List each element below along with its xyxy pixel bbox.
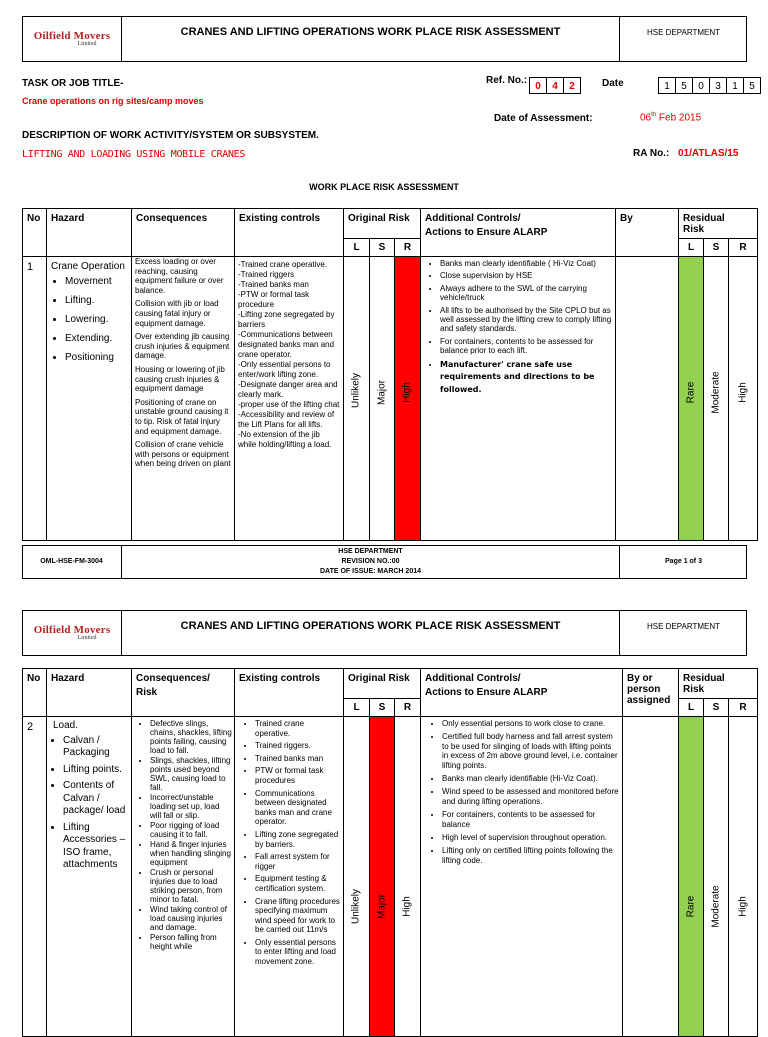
footer-form-code: OML-HSE-FM-3004 (40, 558, 103, 565)
page2-header-divider-right (619, 610, 620, 656)
list-item: • Banks man clearly identifiable (Hi-Viz Coat). (442, 774, 619, 783)
task-label: TASK OR JOB TITLE- (22, 78, 124, 89)
page2-header-divider-left (121, 610, 122, 656)
ref-number-boxes (529, 76, 580, 94)
col-residual-header (679, 209, 758, 239)
assessment-suffix: th (651, 112, 657, 118)
footer-page-number: Page 1 of 3 (665, 558, 702, 565)
orig-likelihood-text: Unlikely (350, 889, 362, 925)
logo-text: Oilfield Movers (33, 623, 111, 636)
consequence-item: Over extending jib causing crush injuries & equipment damage. (135, 332, 230, 361)
additional-controls-cell (421, 717, 623, 1037)
control-item: -Trained crane operative. (238, 260, 328, 269)
col-consequences-line1: Consequences/ (136, 673, 210, 684)
list-item: • Crane lifting procedures specifying maximum wind speed for work to be carried out 11m/s (255, 897, 341, 935)
consequence-list (134, 719, 232, 951)
col-consequences-line2: Risk (136, 687, 158, 698)
res-risk-cell (729, 717, 758, 1037)
list-item: • Poor rigging of load causing it to fall. (150, 821, 232, 839)
list-item: • Wind taking control of load causing injuries and damage. (150, 905, 232, 932)
col-no-header: No (23, 669, 47, 717)
control-item: -PTW or formal task procedure (238, 290, 310, 309)
orig-r-header: R (395, 699, 421, 717)
res-severity-text: Moderate (710, 371, 722, 414)
res-severity-cell (704, 257, 729, 541)
res-likelihood-cell (679, 257, 704, 541)
consequence-item: Excess loading or over reaching, causing equipment failure or over balance. (135, 257, 224, 295)
control-item: -Trained riggers (238, 270, 295, 279)
orig-r-header: R (395, 239, 421, 257)
task-value: Crane operations on rig sites/camp moves (22, 96, 204, 106)
footer-revision: REVISION NO.:00 (341, 558, 400, 565)
res-risk-cell (729, 257, 758, 541)
description-value: LIFTING AND LOADING USING MOBILE CRANES (22, 149, 246, 160)
list-item: • Defective slings, chains, shackles, lifting points failing, causing load to fall. (150, 719, 232, 755)
res-l-header: L (679, 699, 704, 717)
consequence-item: Collision of crane vehicle with persons or equipment when being driven on plant (135, 440, 231, 469)
orig-severity-cell (370, 717, 395, 1037)
list-item: • Fall arrest system for rigger (255, 852, 341, 871)
list-item: • Equipment testing & certification system. (255, 874, 341, 893)
orig-risk-text: High (401, 896, 413, 917)
list-item: • Trained banks man (255, 754, 341, 764)
list-item: • Close supervision by HSE (440, 271, 612, 280)
consequences-cell (132, 257, 235, 541)
col-by-header: By (616, 209, 679, 257)
table-row (23, 717, 758, 1037)
res-likelihood-text: Rare (685, 381, 697, 404)
col-consequences-header: Consequences (132, 209, 235, 257)
orig-severity-cell (370, 257, 395, 541)
list-item: • High level of supervision throughout operation. (442, 833, 619, 842)
date-boxes (658, 76, 760, 94)
col-residual-line2: Risk (683, 684, 705, 695)
res-risk-text: High (737, 382, 749, 403)
ref-digit: 0 (529, 77, 547, 94)
list-item: • Lifting only on certified lifting points following the lifting code. (442, 846, 619, 865)
col-original-risk-header: Original Risk (344, 669, 421, 699)
control-item: -Trained banks man (238, 280, 309, 289)
ref-digit: 2 (563, 77, 581, 94)
ref-label: Ref. No.: (486, 75, 528, 86)
by-cell (623, 717, 679, 1037)
orig-risk-cell (395, 257, 421, 541)
orig-likelihood-cell (344, 257, 370, 541)
controls-list (237, 719, 341, 967)
date-digit: 1 (726, 77, 744, 94)
list-item: • Lifting Accessories – ISO frame, attachments (63, 822, 128, 872)
date-digit: 3 (709, 77, 727, 94)
res-likelihood-text: Rare (685, 895, 697, 918)
col-additional-header (421, 209, 616, 257)
ra-label: RA No.: (633, 148, 670, 159)
list-item: • PTW or formal task procedures (255, 766, 341, 785)
consequence-item: Housing or lowering of jib causing crush injuries & equipment damage (135, 364, 225, 394)
col-additional-header (421, 669, 623, 717)
list-item: • Extending. (65, 331, 128, 347)
col-no-header: No (23, 209, 47, 257)
orig-l-header: L (344, 239, 370, 257)
res-l-header: L (679, 239, 704, 257)
list-item: • Person falling from height while (150, 933, 232, 951)
col-additional-line1: Additional Controls/ (425, 213, 521, 224)
list-item: • Banks man clearly identifiable ( Hi-Viz Coat) (440, 259, 612, 268)
company-logo (24, 612, 120, 652)
col-residual-line2: Risk (683, 224, 705, 235)
list-item: • Only essential persons to work close to crane. (442, 719, 619, 728)
controls-cell (235, 257, 344, 541)
logo-text: Oilfield Movers (33, 29, 111, 42)
additional-controls-cell (421, 257, 616, 541)
footer-issue: DATE OF ISSUE: MARCH 2014 (320, 568, 421, 575)
orig-s-header: S (370, 699, 395, 717)
date-digit: 1 (658, 77, 676, 94)
consequences-cell (132, 717, 235, 1037)
list-item: • Contents of Calvan / package/ load (63, 780, 128, 818)
ref-digit: 4 (546, 77, 564, 94)
hazard-cell (47, 717, 132, 1037)
list-item: • Manufacturer' crane safe use requirements and directions to be followed. (440, 359, 612, 397)
by-cell (616, 257, 679, 541)
col-original-risk-header: Original Risk (344, 209, 421, 239)
hazard-list (51, 274, 128, 366)
table-row (23, 257, 758, 541)
col-hazard-header: Hazard (47, 669, 132, 717)
description-label: DESCRIPTION OF WORK ACTIVITY/SYSTEM OR SUBSYSTEM. (22, 130, 319, 141)
list-item: • Crush or personal injuries due to load striking person, from minor to fatal. (150, 868, 232, 904)
orig-risk-cell (395, 717, 421, 1037)
orig-l-header: L (344, 699, 370, 717)
consequence-item: Positioning of crane on unstable ground causing it to tip. Risk of fatal injury and equipment damage. (135, 397, 229, 436)
res-r-header: R (729, 699, 758, 717)
date-digit: 5 (675, 77, 693, 94)
col-hazard-header: Hazard (47, 209, 132, 257)
section-title: WORK PLACE RISK ASSESSMENT (309, 182, 459, 192)
list-item: • For containers, contents to be assessed for balance prior to each lift. (440, 337, 612, 356)
res-risk-text: High (737, 896, 749, 917)
col-additional-line1: Additional Controls/ (425, 673, 521, 684)
assessment-day: 06 (640, 112, 652, 124)
row-number (23, 717, 47, 1037)
hse-department-label: HSE DEPARTMENT (646, 28, 721, 37)
date-digit: 5 (743, 77, 761, 94)
col-by-header: By or person assigned (623, 669, 679, 717)
list-item: • Lifting points. (63, 764, 128, 777)
controls-cell (235, 717, 344, 1037)
date-label: Date (602, 78, 624, 89)
col-additional-line2: Actions to Ensure ALARP (425, 227, 548, 238)
page1-header-divider-right (619, 16, 620, 62)
risk-table-page1 (22, 208, 758, 541)
list-item: • Lifting. (65, 293, 128, 309)
control-item: -Lifting zone segregated by barriers (238, 310, 335, 329)
col-additional-line2: Actions to Ensure ALARP (425, 687, 548, 698)
res-severity-text: Moderate (710, 885, 722, 928)
control-item: -proper use of the lifting chat (238, 400, 340, 409)
date-digit: 0 (692, 77, 710, 94)
list-item: • All lifts to be authorised by the Site CPLO but as well assessed by the lifting crew to comply lifting and safety standards. (440, 306, 612, 334)
col-controls-header: Existing controls (235, 209, 344, 257)
orig-severity-text: Major (376, 380, 388, 406)
ra-value: 01/ATLAS/15 (678, 148, 739, 159)
list-item: • Communications between designated banks man and crane operator. (255, 789, 341, 827)
hazard-title: Load. (53, 720, 79, 731)
orig-risk-text: High (401, 382, 413, 403)
row-number (23, 257, 47, 541)
control-item: -No extension of the jib while holding/lifting a load. (238, 430, 332, 449)
list-item: • Slings, shackles, lifting points used beyond SWL, causing load to fall. (150, 756, 232, 792)
control-item: -Accessibility and review of the Lift Plans for all lifts. (238, 410, 335, 429)
res-severity-cell (704, 717, 729, 1037)
page1-header-box (22, 16, 747, 62)
list-item: • For containers, contents to be assessed for balance (442, 810, 619, 829)
assessment-rest: Feb 2015 (656, 112, 702, 124)
col-residual-line1: Residual (683, 673, 725, 684)
list-item: • Incorrect/unstable loading set up, load will fall or slip. (150, 793, 232, 820)
list-item: • Certified full body harness and fall arrest system to be used for slinging of loads with lifting points in excess of 2m above ground level, i.e. container lifting points. (442, 732, 619, 770)
orig-likelihood-cell (344, 717, 370, 1037)
consequence-item: Collision with jib or load causing fatal injury or equipment damage. (135, 299, 219, 328)
page2-header-box (22, 610, 747, 656)
footer-dept: HSE DEPARTMENT (338, 548, 403, 555)
footer-center (122, 547, 619, 577)
logo-subtext: Limited (77, 634, 97, 641)
assessment-date-label: Date of Assessment: (494, 113, 593, 124)
col-controls-header: Existing controls (235, 669, 344, 717)
list-item: • Hand & finger injuries when handling slinging equipment (150, 840, 232, 867)
list-item: • Movement (65, 274, 128, 290)
control-item: -Only essential persons to enter/work lifting zone. (238, 360, 331, 379)
list-item: • Wind speed to be assessed and monitored before and during lifting operations. (442, 787, 619, 806)
col-consequences-header (132, 669, 235, 717)
company-logo (24, 18, 120, 58)
control-item: -Designate danger area and clearly mark. (238, 380, 338, 399)
logo-subtext: Limited (77, 40, 97, 47)
list-item: • Trained crane operative. (255, 719, 341, 738)
risk-table-page2 (22, 668, 758, 1037)
list-item: • Trained riggers. (255, 741, 341, 751)
col-residual-line1: Residual (683, 213, 725, 224)
col-residual-header (679, 669, 758, 699)
res-s-header: S (704, 699, 729, 717)
orig-likelihood-text: Unlikely (350, 373, 362, 409)
page-separator (0, 590, 768, 608)
orig-s-header: S (370, 239, 395, 257)
page1-header-divider-left (121, 16, 122, 62)
list-item: • Lowering. (65, 312, 128, 328)
list-item: • Calvan / Packaging (63, 735, 128, 760)
additional-list (424, 719, 619, 865)
document-title: CRANES AND LIFTING OPERATIONS WORK PLACE RISK ASSESSMENT (180, 26, 561, 38)
row-number-text: 1 (27, 261, 34, 273)
list-item: • Always adhere to the SWL of the carrying vehicle/truck (440, 284, 612, 303)
res-s-header: S (704, 239, 729, 257)
additional-list (424, 259, 612, 396)
res-likelihood-cell (679, 717, 704, 1037)
hazard-list (53, 735, 128, 872)
list-item: • Lifting zone segregated by barriers. (255, 830, 341, 849)
control-item: -Communications between designated banks man and crane operator. (238, 330, 335, 359)
res-r-header: R (729, 239, 758, 257)
hazard-title: Crane Operation (51, 261, 125, 272)
hse-department-label: HSE DEPARTMENT (646, 622, 721, 631)
document-title: CRANES AND LIFTING OPERATIONS WORK PLACE RISK ASSESSMENT (180, 620, 561, 632)
orig-severity-text: Major (376, 894, 388, 920)
list-item: • Only essential persons to enter lifting and load movement zone. (255, 938, 341, 967)
list-item: • Positioning (65, 350, 128, 366)
hazard-cell (47, 257, 132, 541)
assessment-date-value (640, 112, 701, 123)
row-number-text: 2 (27, 721, 34, 733)
